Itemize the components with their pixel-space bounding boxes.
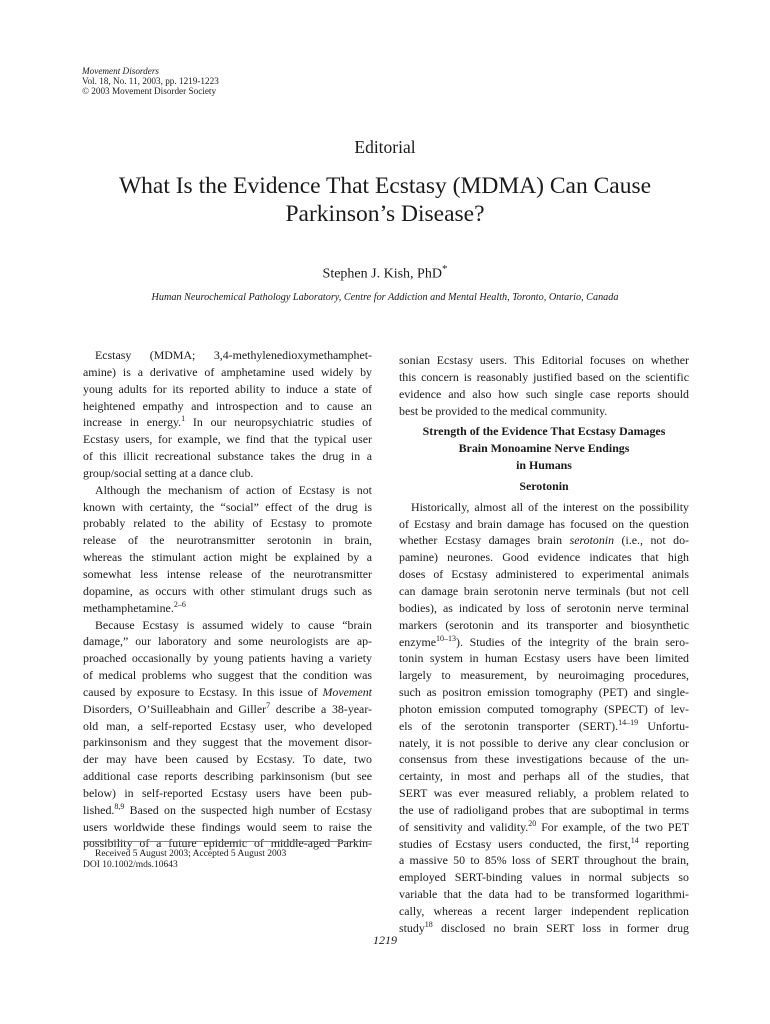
text-line: [399, 836, 689, 853]
text-run: Ecstasy (MDMA; 3,4-methylenedioxymethamphet-: [95, 348, 372, 362]
text-run: such as positron emission tomography (PET) and single-: [399, 685, 689, 700]
text-line: [399, 684, 689, 701]
author-line: [0, 263, 770, 283]
text-line: [399, 583, 689, 600]
text-line: [399, 735, 689, 752]
affiliation: Human Neurochemical Pathology Laboratory, Centre for Addiction and Mental Health, Toronto, Ontario, Canada: [151, 292, 619, 303]
subsection-heading-text: Serotonin: [519, 478, 569, 493]
text-run: SERT was ever measured reliably, a problem related to: [399, 786, 689, 801]
text-run: caused by exposure to Ecstasy. In this issue of: [83, 684, 323, 699]
text-line: [399, 785, 689, 802]
section-heading-line: Brain Monoamine Nerve Endings: [458, 441, 630, 456]
text-line: [83, 667, 372, 684]
text-line: [83, 499, 372, 516]
reference-superscript: 18: [424, 919, 433, 929]
text-run: Ecstasy users, for example, we find that the typical user: [83, 432, 372, 447]
text-run: Although the mechanism of action of Ecstasy is not: [95, 482, 372, 497]
text-line: [83, 751, 372, 768]
text-run: lished.: [83, 802, 115, 817]
text-line: [83, 448, 372, 465]
text-run: Because Ecstasy is assumed widely to cause “brain: [95, 617, 372, 632]
text-line: [399, 403, 689, 420]
text-run: amine) is a derivative of amphetamine used widely by: [83, 364, 372, 379]
text-run: of sensitivity and validity.: [399, 819, 529, 834]
reference-superscript: 1: [181, 414, 186, 424]
text-line: [399, 600, 689, 617]
text-line: [399, 532, 689, 549]
section-heading-line: Strength of the Evidence That Ecstasy Damages: [422, 424, 666, 439]
text-line: [399, 667, 689, 684]
text-run: can damage brain serotonin nerve terminals (but not cell: [399, 583, 689, 598]
text-run: employed SERT-binding values in normal subjects so: [399, 870, 689, 885]
text-line: [83, 650, 372, 667]
text-line: [83, 734, 372, 751]
article-title: [60, 172, 710, 228]
text-line: [83, 549, 372, 566]
text-run: nately, it is not possible to derive any clear conclusion or: [399, 735, 689, 750]
text-run: reporting: [638, 836, 689, 851]
text-run: describe a 38-year-: [270, 701, 372, 716]
text-run: of this illicit recreational substance takes the drug in a: [83, 449, 372, 464]
text-line: [83, 768, 372, 785]
text-run: whether Ecstasy damages brain: [399, 533, 570, 548]
text-line: [83, 819, 372, 836]
text-run: whereas the stimulant action might be explained by a: [83, 550, 372, 565]
text-run: parkinsonism and they suggest that the movement disor-: [83, 735, 372, 750]
text-line: [399, 718, 689, 735]
author-mark: *: [441, 263, 448, 275]
text-run: bodies), as indicated by loss of serotonin nerve terminal: [399, 600, 689, 615]
text-line: [83, 566, 372, 583]
reference-superscript: 20: [528, 818, 537, 828]
text-run: pamine) neurones. Good evidence indicates that high: [399, 550, 689, 565]
text-run: release of the neurotransmitter serotonin in brain,: [83, 533, 372, 548]
title-line: What Is the Evidence That Ecstasy (MDMA) Can Cause: [118, 173, 652, 199]
text-run: the use of radioligand probes that are suboptimal in terms: [399, 802, 689, 817]
reference-superscript: 8,9: [114, 801, 125, 811]
text-run: Disorders, O’Suilleabhain and Giller: [83, 701, 267, 716]
text-run: For example, of the two PET: [536, 819, 689, 834]
text-run: users worldwide these findings would seem to raise the: [83, 819, 372, 834]
text-line: [399, 903, 689, 920]
text-run: damage,” our laboratory and some neurologists are ap-: [83, 634, 372, 649]
text-run: studies of Ecstasy users conducted, the first,: [399, 836, 631, 851]
reference-superscript: 14–19: [618, 717, 639, 727]
text-line: [399, 869, 689, 886]
text-line: [399, 819, 689, 836]
text-run: ). Studies of the integrity of the brain sero-: [455, 634, 689, 649]
text-run: photon emission computed tomography (SPECT) of lev-: [399, 701, 689, 716]
text-run: a massive 50 to 85% loss of SERT throughout the brain,: [399, 853, 689, 868]
footnote: [83, 849, 286, 871]
text-line: [399, 802, 689, 819]
text-line: [399, 566, 689, 583]
reference-superscript: 10–13: [435, 633, 456, 643]
text-line: [83, 633, 372, 650]
text-run: Historically, almost all of the interest on the possibility: [411, 499, 689, 514]
text-run: tonin system in human Ecstasy users have been limited: [399, 651, 689, 666]
text-run: of Ecstasy and brain damage has focused on the question: [399, 516, 689, 531]
text-run: Based on the suspected high number of Ecstasy: [124, 802, 372, 817]
text-line: [399, 499, 689, 516]
text-line: [399, 352, 689, 369]
text-run: proached occasionally by young patients having a variety: [83, 651, 372, 666]
text-line: [83, 617, 372, 634]
text-line: [399, 852, 689, 869]
reference-superscript: 14: [630, 835, 639, 845]
text-line: [83, 364, 372, 381]
reference-superscript: 7: [266, 700, 271, 710]
text-run: der may have been caused by Ecstasy. To date, two: [83, 752, 372, 767]
text-run: cally, whereas a recent larger independent replication: [399, 904, 689, 918]
text-run: disclosed no brain SERT loss in former drug: [432, 920, 689, 935]
text-run: methamphetamine.: [83, 600, 174, 615]
text-run: possibility of a future epidemic of middle-aged Parkin-: [83, 836, 372, 851]
text-line: [399, 886, 689, 903]
text-run: (i.e., not do-: [614, 533, 689, 548]
text-run: best be provided to the medical community.: [399, 403, 608, 418]
text-run: doses of Ecstasy administered to experimental animals: [399, 567, 689, 582]
text-line: [83, 482, 372, 499]
article-type: Editorial: [354, 137, 416, 157]
text-line: [83, 465, 372, 482]
text-run: largely to measurement, by neuroimaging procedures,: [399, 668, 689, 683]
author-name: Stephen J. Kish, PhD: [322, 266, 442, 282]
text-run: below) in self-reported Ecstasy users have been pub-: [83, 785, 372, 800]
text-run: of medical problems who suggest that the condition was: [83, 668, 372, 683]
text-run: certainty, in most and perhaps all of the studies, that: [399, 769, 689, 784]
text-run: variable that the data had to be transformed logarithmi-: [399, 887, 689, 902]
text-run: old man, a self-reported Ecstasy user, who developed: [83, 718, 372, 733]
text-run: enzyme: [399, 634, 436, 649]
section-heading-line: in Humans: [516, 458, 572, 473]
right-column: [399, 352, 689, 937]
text-line: [83, 718, 372, 735]
text-run: In our neuropsychiatric studies of: [185, 415, 372, 430]
text-line: [83, 381, 372, 398]
text-line: [83, 785, 372, 802]
text-line: [83, 515, 372, 532]
text-line: [399, 549, 689, 566]
text-run: somewhat less intense release of the neurotransmitter: [83, 566, 372, 581]
text-run: markers (serotonin and its transporter and biosynthetic: [399, 617, 689, 632]
text-line: [399, 386, 689, 403]
right-column-body: [399, 499, 689, 937]
left-column: [83, 347, 372, 852]
text-run: evidence and also how such single case reports should: [399, 386, 689, 401]
text-line: [83, 431, 372, 448]
text-run: sonian Ecstasy users. This Editorial focuses on whether: [399, 353, 689, 367]
italic-run: Movement: [322, 684, 372, 699]
right-column-intro: [399, 352, 689, 419]
journal-volume: Vol. 18, No. 11, 2003, pp. 1219-1223: [82, 75, 219, 86]
text-line: [83, 347, 372, 364]
text-line: [399, 650, 689, 667]
text-run: group/social setting at a dance club.: [83, 465, 254, 480]
text-line: [83, 701, 372, 718]
text-line: [83, 583, 372, 600]
received-dates: Received 5 August 2003; Accepted 5 August 2003: [95, 849, 287, 859]
text-line: [83, 398, 372, 415]
subsection-heading: [399, 478, 689, 495]
page-number: 1219: [373, 933, 397, 947]
text-line: [83, 802, 372, 819]
text-run: additional case reports describing parkinsonism (but see: [83, 769, 372, 784]
reference-superscript: 2–6: [173, 599, 186, 609]
text-run: heightened empathy and introspection and to cause an: [83, 398, 372, 413]
journal-copyright: © 2003 Movement Disorder Society: [82, 85, 217, 96]
text-run: known with certainty, the “social” effect of the drug is: [83, 499, 372, 514]
text-run: dopamine, as occurs with other stimulant drugs such as: [83, 583, 372, 598]
text-line: [399, 617, 689, 634]
text-line: [83, 600, 372, 617]
text-run: study: [399, 920, 425, 935]
footnote-rule: [83, 841, 372, 842]
text-line: [399, 751, 689, 768]
section-heading: [399, 423, 689, 474]
text-line: [83, 414, 372, 431]
text-line: [399, 701, 689, 718]
text-run: increase in energy.: [83, 415, 182, 430]
text-run: probably related to the ability of Ecstasy to promote: [83, 516, 372, 531]
text-line: [399, 768, 689, 785]
text-run: this concern is reasonably justified based on the scientific: [399, 369, 689, 384]
text-line: [399, 369, 689, 386]
text-line: [83, 684, 372, 701]
doi: DOI 10.1002/mds.10643: [83, 860, 178, 870]
journal-name: Movement Disorders: [82, 66, 159, 76]
text-line: [399, 516, 689, 533]
text-line: [83, 532, 372, 549]
text-run: consensus from these investigations because of the un-: [399, 752, 689, 767]
journal-header: [82, 67, 219, 96]
text-run: young adults for its reported ability to induce a state of: [83, 381, 372, 396]
title-line: Parkinson’s Disease?: [285, 201, 485, 227]
text-line: [399, 634, 689, 651]
italic-run: serotonin: [569, 533, 615, 548]
text-run: Unfortu-: [638, 718, 689, 733]
text-run: els of the serotonin transporter (SERT).: [399, 718, 619, 733]
